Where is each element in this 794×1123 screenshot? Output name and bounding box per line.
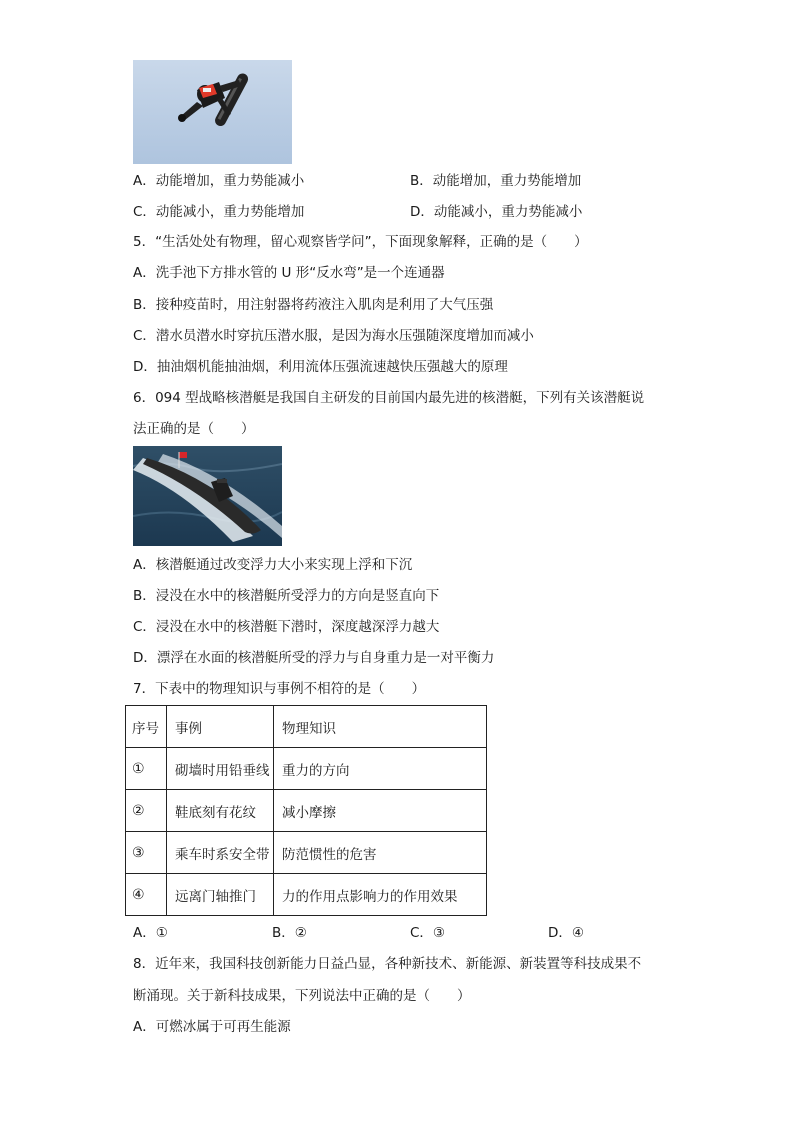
table-cell: 力的作用点影响力的作用效果 — [274, 874, 487, 916]
table-cell: ④ — [126, 874, 167, 916]
q6-option-a: A．核潜艇通过改变浮力大小来实现上浮和下沉 — [133, 557, 413, 573]
table-header-cell: 序号 — [126, 706, 167, 748]
q8-stem-line1: 8．近年来，我国科技创新能力日益凸显，各种新技术、新能源、新装置等科技成果不 — [133, 956, 642, 972]
table-header-row — [126, 706, 487, 748]
knowledge-table — [125, 705, 487, 916]
table-row — [126, 832, 487, 874]
table-header-cell: 物理知识 — [274, 706, 487, 748]
table-cell: ② — [126, 790, 167, 832]
table-row — [126, 790, 487, 832]
q7-option-d: D．④ — [548, 925, 584, 941]
table-cell: 鞋底刻有花纹 — [167, 790, 274, 832]
q5-option-d: D．抽油烟机能抽油烟，利用流体压强流速越快压强越大的原理 — [133, 359, 508, 375]
q7-option-c: C．③ — [410, 925, 446, 941]
table-header-cell: 事例 — [167, 706, 274, 748]
q4-option-d: D．动能减小，重力势能减小 — [410, 204, 583, 220]
q7-option-a: A．① — [133, 925, 168, 941]
q6-option-b: B．浸没在水中的核潜艇所受浮力的方向是竖直向下 — [133, 588, 440, 604]
table-cell: 乘车时系安全带 — [167, 832, 274, 874]
q4-option-c: C．动能减小，重力势能增加 — [133, 204, 305, 220]
q7-stem: 7．下表中的物理知识与事例不相符的是（ ） — [133, 681, 426, 697]
table-cell: ③ — [126, 832, 167, 874]
q6-stem-line2: 法正确的是（ ） — [133, 421, 255, 437]
table-cell: ① — [126, 748, 167, 790]
q4-option-a: A．动能增加，重力势能减小 — [133, 173, 305, 189]
q5-stem: 5．“生活处处有物理，留心观察皆学问”，下面现象解释，正确的是（ ） — [133, 234, 588, 250]
q4-option-b: B．动能增加，重力势能增加 — [410, 173, 582, 189]
snowboarder-icon — [133, 60, 292, 164]
q5-option-b: B．接种疫苗时，用注射器将药液注入肌肉是利用了大气压强 — [133, 297, 494, 313]
q5-option-c: C．潜水员潜水时穿抗压潜水服，是因为海水压强随深度增加而减小 — [133, 328, 534, 344]
submarine-image — [133, 446, 282, 546]
table-row — [126, 748, 487, 790]
q6-option-c: C．浸没在水中的核潜艇下潜时，深度越深浮力越大 — [133, 619, 440, 635]
table-cell: 减小摩擦 — [274, 790, 487, 832]
table-row — [126, 874, 487, 916]
table-cell: 防范惯性的危害 — [274, 832, 487, 874]
table-cell: 远离门轴推门 — [167, 874, 274, 916]
q6-option-d: D．漂浮在水面的核潜艇所受的浮力与自身重力是一对平衡力 — [133, 650, 495, 666]
q5-option-a: A．洗手池下方排水管的 U 形“反水弯”是一个连通器 — [133, 265, 445, 281]
snowboarder-image — [133, 60, 292, 164]
table-cell: 重力的方向 — [274, 748, 487, 790]
q6-stem-line1: 6．094 型战略核潜艇是我国自主研发的目前国内最先进的核潜艇，下列有关该潜艇说 — [133, 390, 645, 406]
submarine-icon — [133, 446, 282, 546]
q8-stem-line2: 断涌现。关于新科技成果，下列说法中正确的是（ ） — [133, 988, 471, 1004]
q8-option-a: A．可燃冰属于可再生能源 — [133, 1019, 291, 1035]
table-cell: 砌墙时用铅垂线 — [167, 748, 274, 790]
q7-option-b: B．② — [272, 925, 307, 941]
